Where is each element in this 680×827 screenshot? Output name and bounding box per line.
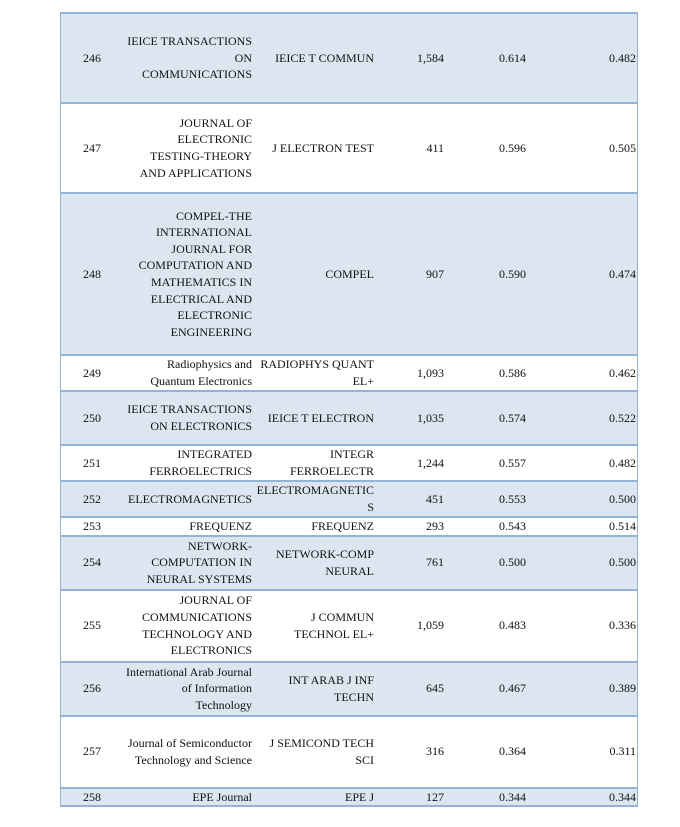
- table-row: [61, 481, 638, 517]
- table-row: [61, 788, 638, 807]
- rank-cell: 258: [61, 788, 124, 807]
- journal-abbrev-cell: J COMMUN TECHNOL EL+: [253, 590, 375, 662]
- journal-abbrev-cell: J SEMICOND TECH SCI: [253, 716, 375, 788]
- journal-abbrev-cell: INTEGR FERROELECTR: [253, 445, 375, 481]
- impact-factor-5yr-cell: 0.344: [527, 788, 638, 807]
- total-cites-cell: 411: [375, 103, 445, 193]
- table-row: [61, 445, 638, 481]
- rank-cell: 257: [61, 716, 124, 788]
- journal-abbrev-cell: J ELECTRON TEST: [253, 103, 375, 193]
- journal-title-cell: JOURNAL OF COMMUNICATIONS TECHNOLOGY AND ELECTRONICS: [123, 590, 253, 662]
- journal-title-cell: EPE Journal: [123, 788, 253, 807]
- total-cites-cell: 127: [375, 788, 445, 807]
- table-row: [61, 193, 638, 355]
- impact-factor-cell: 0.500: [445, 536, 527, 590]
- impact-factor-cell: 0.543: [445, 517, 527, 536]
- rank-cell: 254: [61, 536, 124, 590]
- rank-cell: 246: [61, 13, 124, 103]
- rank-cell: 251: [61, 445, 124, 481]
- journal-title-cell: INTEGRATED FERROELECTRICS: [123, 445, 253, 481]
- total-cites-cell: 1,584: [375, 13, 445, 103]
- total-cites-cell: 761: [375, 536, 445, 590]
- impact-factor-cell: 0.467: [445, 662, 527, 716]
- journal-title-cell: JOURNAL OF ELECTRONIC TESTING-THEORY AND APPLICATIONS: [123, 103, 253, 193]
- total-cites-cell: 293: [375, 517, 445, 536]
- rank-cell: 248: [61, 193, 124, 355]
- table-row: [61, 355, 638, 391]
- table-row: [61, 103, 638, 193]
- total-cites-cell: 907: [375, 193, 445, 355]
- impact-factor-cell: 0.574: [445, 391, 527, 445]
- impact-factor-cell: 0.596: [445, 103, 527, 193]
- journal-title-cell: ELECTROMAGNETICS: [123, 481, 253, 517]
- total-cites-cell: 1,035: [375, 391, 445, 445]
- impact-factor-5yr-cell: 0.311: [527, 716, 638, 788]
- rank-cell: 249: [61, 355, 124, 391]
- impact-factor-cell: 0.553: [445, 481, 527, 517]
- rank-cell: 247: [61, 103, 124, 193]
- journal-abbrev-cell: EPE J: [253, 788, 375, 807]
- journal-abbrev-cell: INT ARAB J INF TECHN: [253, 662, 375, 716]
- rank-cell: 252: [61, 481, 124, 517]
- impact-factor-5yr-cell: 0.505: [527, 103, 638, 193]
- impact-factor-cell: 0.364: [445, 716, 527, 788]
- impact-factor-cell: 0.590: [445, 193, 527, 355]
- impact-factor-5yr-cell: 0.462: [527, 355, 638, 391]
- rank-cell: 255: [61, 590, 124, 662]
- impact-factor-cell: 0.344: [445, 788, 527, 807]
- journal-title-cell: Journal of Semiconductor Technology and Science: [123, 716, 253, 788]
- impact-factor-5yr-cell: 0.336: [527, 590, 638, 662]
- journal-abbrev-cell: IEICE T ELECTRON: [253, 391, 375, 445]
- rank-cell: 256: [61, 662, 124, 716]
- journal-abbrev-cell: COMPEL: [253, 193, 375, 355]
- journal-abbrev-cell: ELECTROMAGNETICS: [253, 481, 375, 517]
- impact-factor-5yr-cell: 0.482: [527, 13, 638, 103]
- table-row: [61, 716, 638, 788]
- journal-title-cell: Radiophysics and Quantum Electronics: [123, 355, 253, 391]
- table-row: [61, 662, 638, 716]
- table-row: [61, 536, 638, 590]
- journal-title-cell: NETWORK-COMPUTATION IN NEURAL SYSTEMS: [123, 536, 253, 590]
- journal-title-cell: FREQUENZ: [123, 517, 253, 536]
- total-cites-cell: 1,093: [375, 355, 445, 391]
- journal-abbrev-cell: IEICE T COMMUN: [253, 13, 375, 103]
- table-row: [61, 391, 638, 445]
- journal-title-cell: IEICE TRANSACTIONS ON ELECTRONICS: [123, 391, 253, 445]
- impact-factor-cell: 0.586: [445, 355, 527, 391]
- impact-factor-5yr-cell: 0.514: [527, 517, 638, 536]
- journal-ranking-table: [60, 12, 638, 807]
- journal-abbrev-cell: FREQUENZ: [253, 517, 375, 536]
- total-cites-cell: 316: [375, 716, 445, 788]
- total-cites-cell: 1,244: [375, 445, 445, 481]
- journal-abbrev-cell: RADIOPHYS QUANT EL+: [253, 355, 375, 391]
- total-cites-cell: 645: [375, 662, 445, 716]
- table-row: [61, 517, 638, 536]
- impact-factor-5yr-cell: 0.389: [527, 662, 638, 716]
- journal-title-cell: IEICE TRANSACTIONS ON COMMUNICATIONS: [123, 13, 253, 103]
- total-cites-cell: 1,059: [375, 590, 445, 662]
- journal-abbrev-cell: NETWORK-COMP NEURAL: [253, 536, 375, 590]
- impact-factor-cell: 0.483: [445, 590, 527, 662]
- total-cites-cell: 451: [375, 481, 445, 517]
- journal-title-cell: COMPEL-THE INTERNATIONAL JOURNAL FOR COMPUTATION AND MATHEMATICS IN ELECTRICAL AND ELECTRONIC ENGINEERING: [123, 193, 253, 355]
- rank-cell: 250: [61, 391, 124, 445]
- table-row: [61, 590, 638, 662]
- table-row: [61, 13, 638, 103]
- journal-title-cell: International Arab Journal of Information Technology: [123, 662, 253, 716]
- impact-factor-5yr-cell: 0.522: [527, 391, 638, 445]
- impact-factor-5yr-cell: 0.500: [527, 481, 638, 517]
- impact-factor-cell: 0.557: [445, 445, 527, 481]
- impact-factor-5yr-cell: 0.474: [527, 193, 638, 355]
- impact-factor-5yr-cell: 0.500: [527, 536, 638, 590]
- rank-cell: 253: [61, 517, 124, 536]
- impact-factor-5yr-cell: 0.482: [527, 445, 638, 481]
- impact-factor-cell: 0.614: [445, 13, 527, 103]
